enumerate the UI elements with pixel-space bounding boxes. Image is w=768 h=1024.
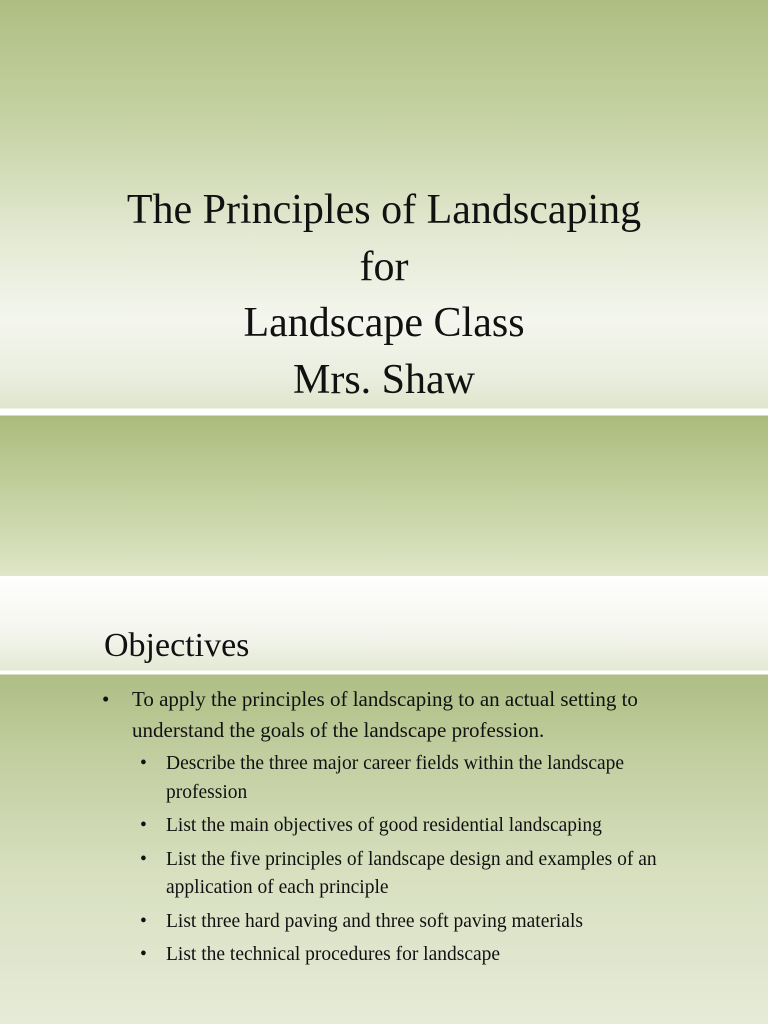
slide-title	[0, 182, 768, 408]
bullet-icon: •	[140, 910, 147, 932]
sub-objectives-list	[0, 750, 768, 970]
sub-objective-text: List three hard paving and three soft paving materials	[166, 910, 583, 932]
bullet-icon: •	[140, 944, 147, 965]
objectives-slide	[0, 576, 768, 1024]
bullet-icon: •	[140, 815, 147, 836]
title-line-1: The Principles of Landscaping	[126, 187, 642, 233]
sub-objective	[0, 941, 686, 970]
objectives-heading: Objectives	[104, 627, 250, 664]
title-line-3: Landscape Class	[243, 300, 525, 346]
sub-objective-text: List the main objectives of good residential landscaping	[166, 815, 602, 836]
bullet-icon: •	[140, 848, 147, 870]
sub-objective	[0, 750, 686, 807]
sub-objective-text: List the technical procedures for landscape	[166, 944, 501, 965]
objectives-list	[0, 684, 768, 975]
bullet-icon: •	[102, 687, 110, 711]
sub-objective-text: Describe the three major career fields within the landscape profession	[166, 753, 625, 803]
sub-objective-text: List the five principles of landscape design and examples of an application of each principle	[166, 848, 657, 898]
title-line-4: Mrs. Shaw	[292, 356, 475, 403]
main-objective	[0, 684, 652, 746]
title-line-2: for	[359, 243, 409, 290]
sub-objective	[0, 812, 686, 841]
sub-objective	[0, 908, 686, 937]
sub-objective	[0, 846, 686, 903]
bullet-icon: •	[140, 753, 147, 774]
main-objective-text: To apply the principles of landscaping to an actual setting to understand the goals of the landscape profession.	[132, 687, 638, 742]
